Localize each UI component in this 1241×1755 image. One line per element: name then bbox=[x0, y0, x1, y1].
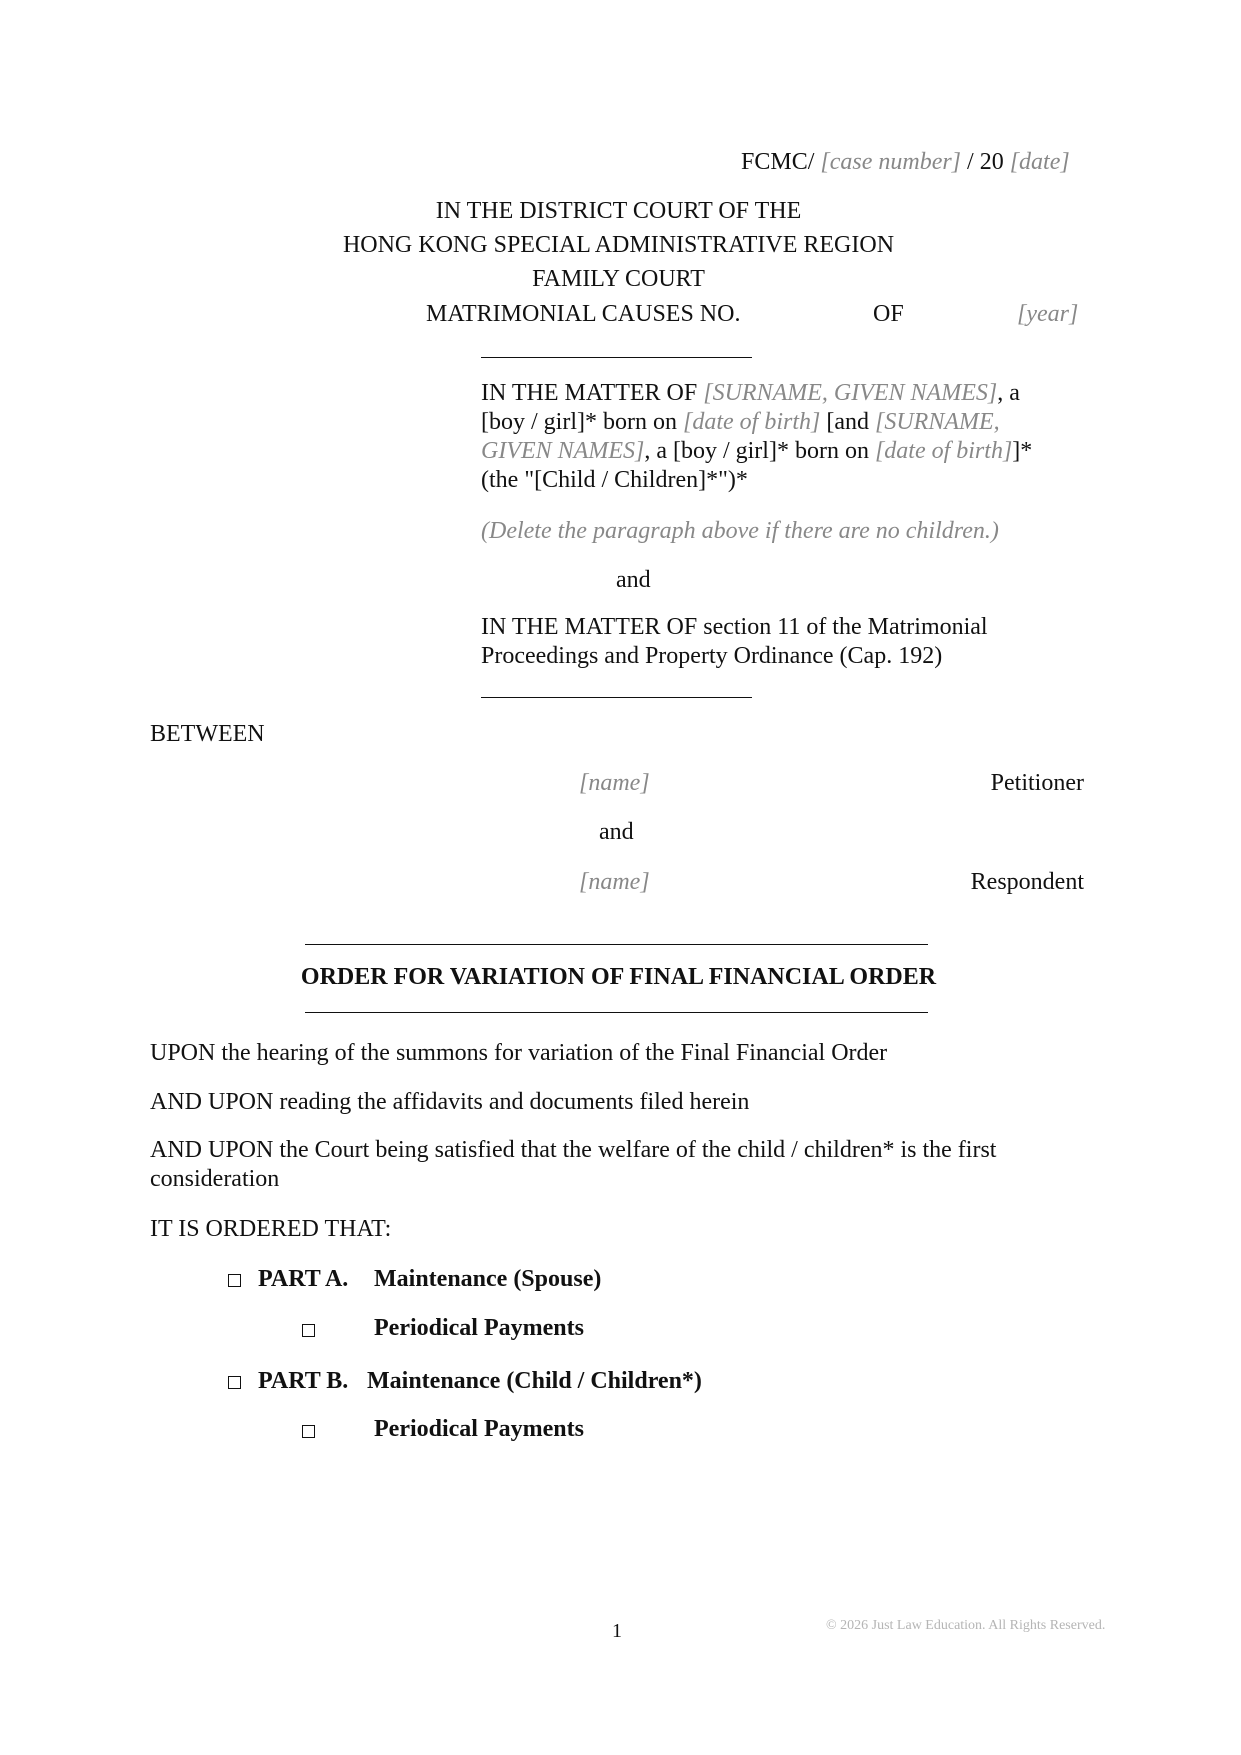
ordered-that-label: IT IS ORDERED THAT: bbox=[150, 1216, 392, 1242]
divider-2 bbox=[481, 697, 752, 698]
child-name-placeholder-2: [SURNAME, GIVEN NAMES] bbox=[481, 409, 1000, 464]
part-a-checkbox[interactable] bbox=[228, 1274, 241, 1287]
matter-text-3: [and bbox=[820, 409, 875, 435]
part-b-label: PART B. bbox=[258, 1368, 349, 1394]
part-b-title: Maintenance (Child / Children*) bbox=[367, 1368, 702, 1394]
respondent-role: Respondent bbox=[970, 869, 1084, 895]
court-line-3: FAMILY COURT bbox=[532, 266, 705, 292]
case-number-placeholder: [case number] bbox=[820, 149, 962, 175]
case-prefix: FCMC/ bbox=[741, 149, 815, 175]
case-reference bbox=[741, 147, 1070, 177]
dob-placeholder-1: [date of birth] bbox=[682, 409, 821, 435]
court-line-2: HONG KONG SPECIAL ADMINISTRATIVE REGION bbox=[342, 232, 895, 258]
case-year-prefix: / 20 bbox=[967, 149, 1004, 175]
part-a-periodical-checkbox[interactable] bbox=[302, 1324, 315, 1337]
causes-of-label: OF bbox=[873, 301, 904, 327]
delete-paragraph-note: (Delete the paragraph above if there are no children.) bbox=[481, 518, 999, 544]
divider-1 bbox=[481, 357, 752, 358]
between-label: BETWEEN bbox=[150, 721, 265, 747]
respondent-name-placeholder: [name] bbox=[579, 869, 650, 895]
part-a-label: PART A. bbox=[258, 1266, 349, 1292]
title-rule-bottom bbox=[305, 1012, 928, 1013]
matter-text-1: IN THE MATTER OF bbox=[481, 380, 704, 406]
part-a-periodical-payments: Periodical Payments bbox=[374, 1315, 584, 1341]
matter-text-5: ]* (the "[Child / Children]*")* bbox=[481, 438, 1033, 493]
matter-section-paragraph: IN THE MATTER OF section 11 of the Matrimonial Proceedings and Property Ordinance (Cap. 192) bbox=[481, 614, 988, 669]
part-b-periodical-checkbox[interactable] bbox=[302, 1425, 315, 1438]
parties-and-connector: and bbox=[599, 819, 634, 845]
title-rule-top bbox=[305, 944, 928, 945]
causes-label: MATRIMONIAL CAUSES NO. bbox=[426, 301, 741, 327]
order-title: ORDER FOR VARIATION OF FINAL FINANCIAL ORDER bbox=[300, 964, 937, 990]
court-line-1: IN THE DISTRICT COURT OF THE bbox=[435, 198, 802, 224]
and-connector-1: and bbox=[616, 567, 651, 593]
petitioner-role: Petitioner bbox=[990, 770, 1084, 796]
recital-affidavits: AND UPON reading the affidavits and documents filed herein bbox=[150, 1089, 750, 1115]
matter-text-4: , a [boy / girl]* born on bbox=[644, 438, 875, 464]
causes-year-placeholder: [year] bbox=[1017, 301, 1079, 327]
petitioner-name-placeholder: [name] bbox=[579, 770, 650, 796]
matter-text-2: , a [boy / girl]* born on bbox=[481, 380, 1020, 435]
part-b-checkbox[interactable] bbox=[228, 1376, 241, 1389]
matter-children-paragraph bbox=[481, 379, 1059, 495]
child-name-placeholder-1: [SURNAME, GIVEN NAMES] bbox=[703, 380, 998, 406]
case-date-placeholder: [date] bbox=[1009, 149, 1070, 175]
dob-placeholder-2: [date of birth] bbox=[874, 438, 1013, 464]
copyright-notice: © 2026 Just Law Education. All Rights Reserved. bbox=[826, 1618, 1106, 1633]
part-a-title: Maintenance (Spouse) bbox=[374, 1266, 602, 1292]
page-number: 1 bbox=[612, 1620, 622, 1642]
recital-hearing: UPON the hearing of the summons for variation of the Final Financial Order bbox=[150, 1040, 888, 1066]
recital-welfare: AND UPON the Court being satisfied that the welfare of the child / children* is the first consideration bbox=[150, 1137, 997, 1192]
part-b-periodical-payments: Periodical Payments bbox=[374, 1416, 584, 1442]
